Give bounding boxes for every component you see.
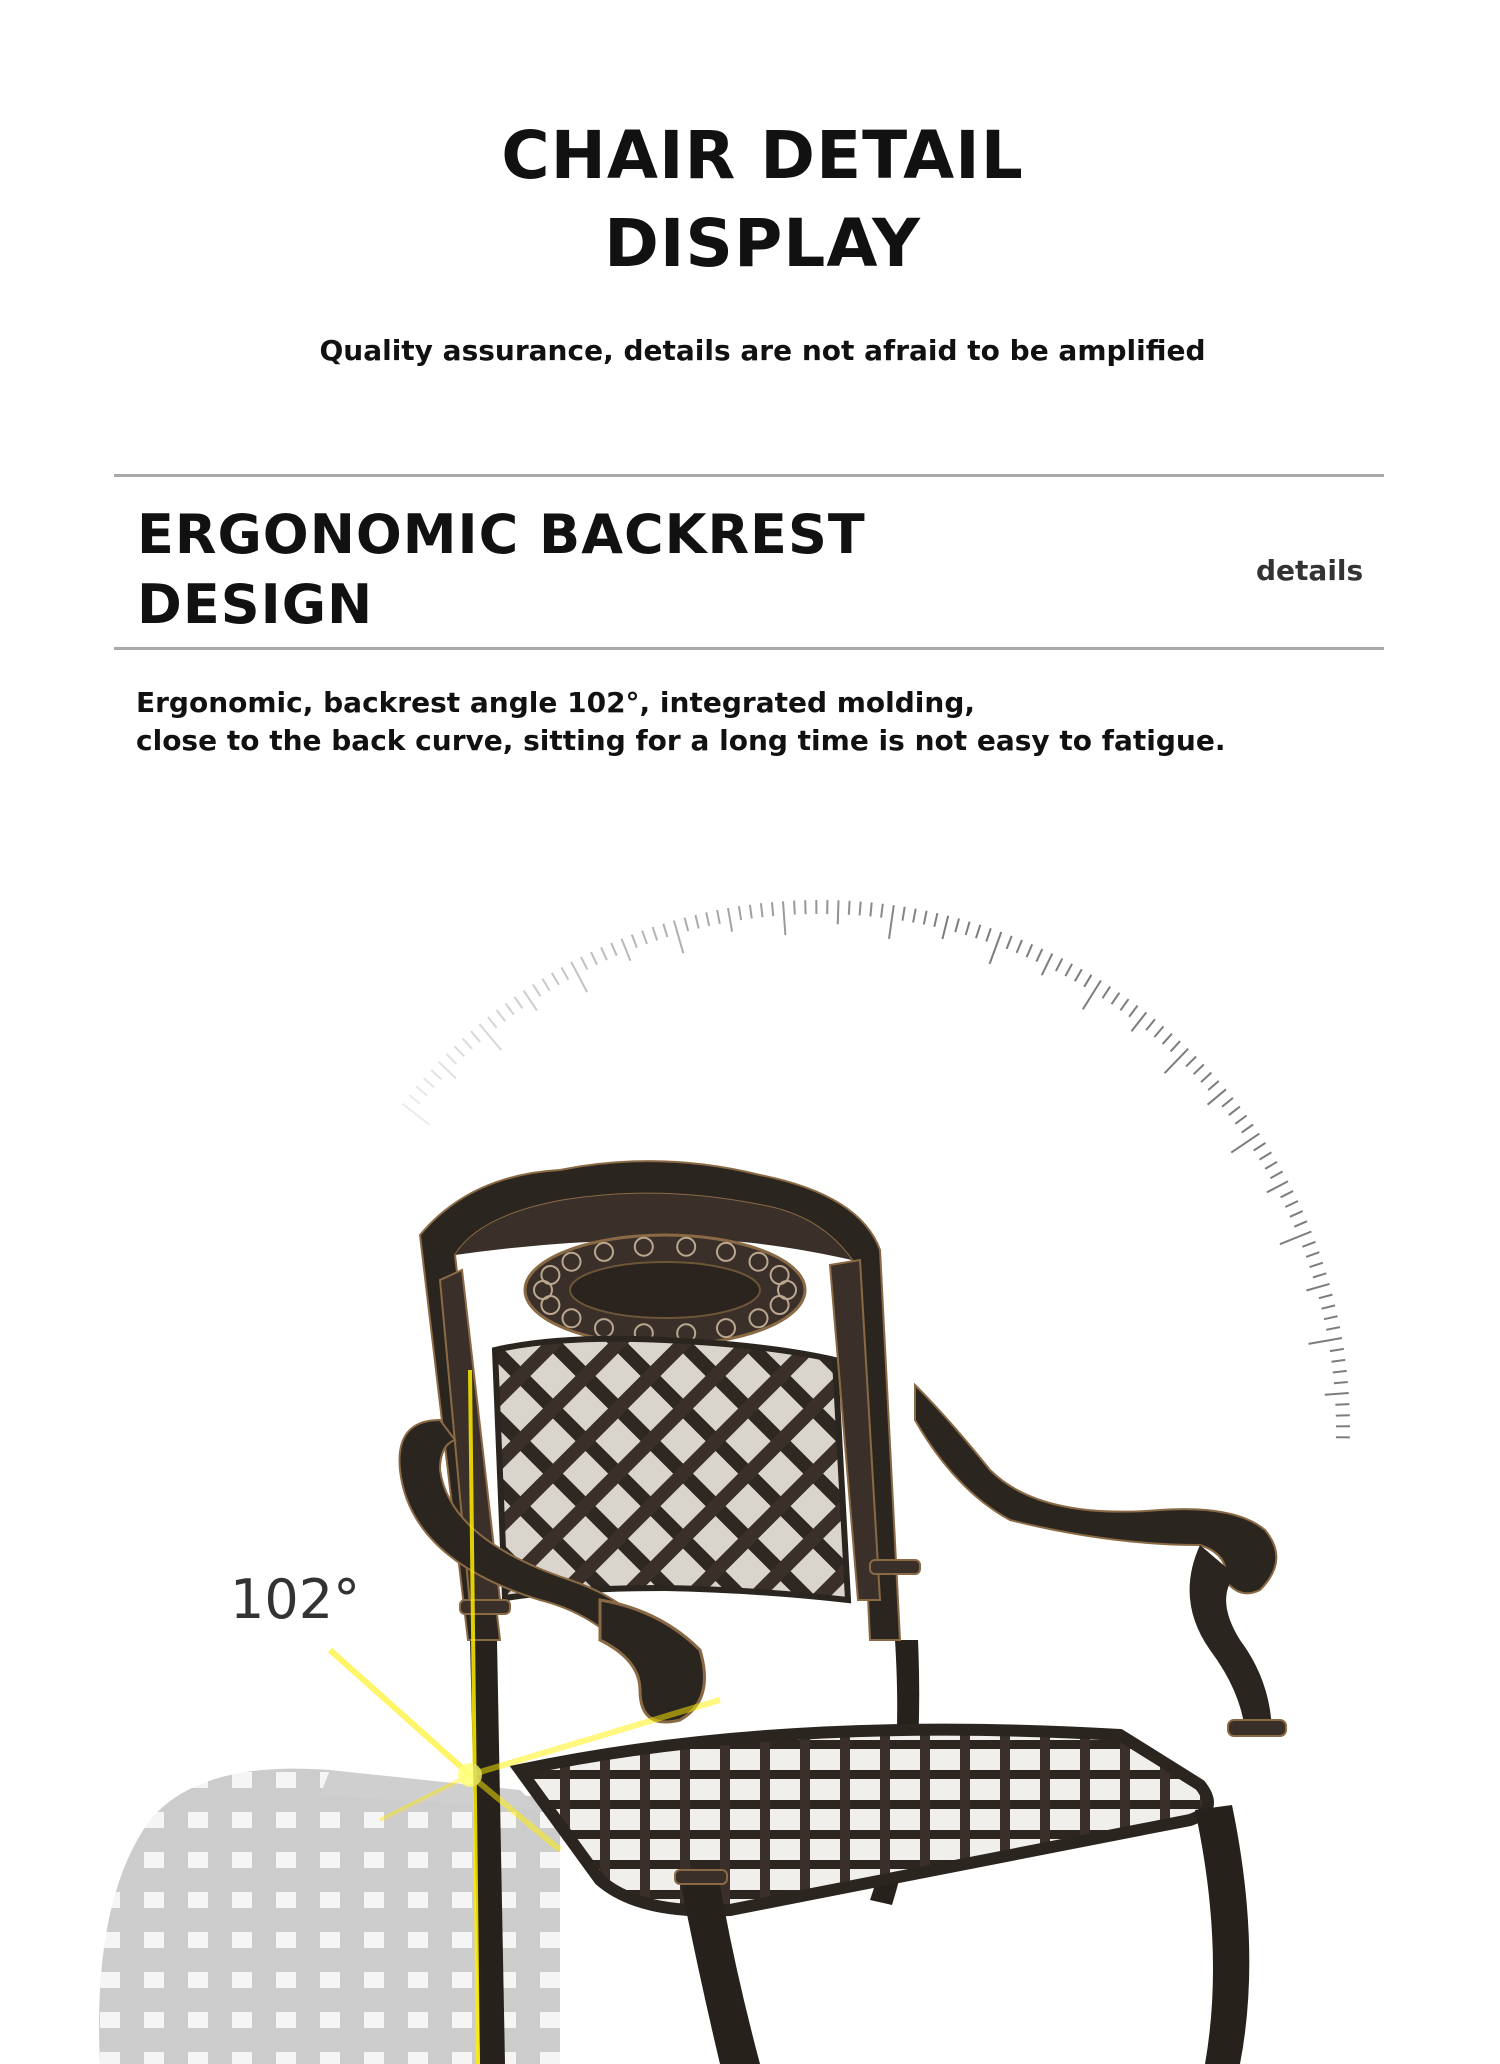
- scale-tick: [1084, 975, 1091, 987]
- scale-tick: [1254, 1143, 1266, 1151]
- scale-tick: [1208, 1089, 1226, 1104]
- scale-tick: [1285, 1201, 1298, 1207]
- scale-tick: [1334, 1382, 1348, 1383]
- scale-tick: [591, 952, 597, 965]
- scale-tick: [794, 901, 795, 915]
- scale-tick: [685, 918, 689, 932]
- chair-illustration: [0, 850, 1500, 2064]
- scale-tick: [717, 910, 720, 924]
- scale-tick: [488, 1017, 497, 1028]
- scale-tick: [431, 1070, 441, 1080]
- scale-tick: [986, 928, 991, 941]
- scale-tick: [402, 1104, 429, 1125]
- scale-tick: [471, 1031, 480, 1042]
- scale-tick: [849, 901, 850, 915]
- scale-tick: [622, 939, 631, 961]
- scale-tick: [1333, 1371, 1347, 1373]
- scale-tick: [515, 997, 523, 1009]
- section-description: [136, 684, 1225, 760]
- page-subtitle: Quality assurance, details are not afraid to be amplified: [319, 334, 1206, 367]
- scale-tick: [1222, 1098, 1233, 1107]
- scale-tick: [1235, 1116, 1246, 1124]
- scale-tick: [750, 905, 752, 919]
- scale-tick: [424, 1078, 434, 1087]
- scale-tick: [1242, 1125, 1254, 1133]
- scale-tick: [955, 919, 959, 933]
- scale-tick: [695, 915, 698, 929]
- scale-tick: [889, 905, 894, 939]
- scale-tick: [1335, 1404, 1349, 1405]
- scale-tick: [1306, 1284, 1329, 1291]
- scale-tick: [416, 1087, 427, 1096]
- scale-tick: [1294, 1221, 1307, 1227]
- scale-tick: [783, 901, 785, 935]
- scale-tick: [1306, 1252, 1319, 1257]
- scale-tick: [942, 916, 948, 939]
- page-title-line-2: DISPLAY: [604, 205, 921, 282]
- scale-tick: [1112, 993, 1120, 1005]
- scale-tick: [1313, 1273, 1326, 1277]
- scale-tick: [479, 1024, 501, 1050]
- scale-tick: [1120, 999, 1128, 1010]
- scale-tick: [1270, 1171, 1282, 1178]
- scale-tick: [1075, 969, 1082, 981]
- scale-tick: [739, 906, 741, 920]
- section-title-line-2: DESIGN: [137, 573, 374, 636]
- scale-tick: [663, 924, 667, 937]
- scale-tick: [439, 1062, 456, 1079]
- scale-tick: [571, 962, 587, 992]
- scale-tick: [1260, 1152, 1272, 1159]
- scale-tick: [1129, 1006, 1137, 1017]
- scale-tick: [976, 925, 980, 938]
- scale-tick: [1330, 1349, 1344, 1351]
- scale-tick: [924, 911, 927, 925]
- scale-tick: [1186, 1057, 1196, 1067]
- page-title: [0, 112, 1500, 288]
- scale-tick: [1229, 1107, 1240, 1116]
- scale-tick: [1171, 1041, 1181, 1051]
- page-title-line-1: CHAIR DETAIL: [501, 117, 1024, 194]
- scale-tick: [860, 902, 861, 916]
- details-tag: details: [1256, 554, 1364, 587]
- scale-tick: [497, 1010, 506, 1021]
- scale-tick: [838, 900, 839, 924]
- scale-tick: [1325, 1393, 1349, 1395]
- description-line-2: close to the back curve, sitting for a long time is not easy to fatigue.: [136, 724, 1226, 757]
- scale-tick: [913, 909, 916, 923]
- scale-tick: [903, 907, 905, 921]
- scale-tick: [1324, 1316, 1338, 1319]
- scale-tick: [542, 979, 549, 991]
- scale-tick: [990, 932, 1002, 964]
- scale-tick: [934, 913, 937, 927]
- scale-tick: [611, 943, 617, 956]
- scale-tick: [1322, 1305, 1336, 1308]
- scale-tick: [1310, 1263, 1323, 1267]
- scale-tick: [1326, 1327, 1340, 1330]
- section-title: [137, 500, 866, 640]
- scale-tick: [1319, 1295, 1333, 1299]
- scale-tick: [706, 912, 709, 926]
- scale-tick: [1194, 1065, 1204, 1075]
- scale-tick: [1267, 1181, 1288, 1192]
- description-line-1: Ergonomic, backrest angle 102°, integrated molding,: [136, 686, 976, 719]
- scale-tick: [674, 921, 683, 954]
- scale-tick: [772, 902, 773, 916]
- scale-tick: [409, 1095, 420, 1104]
- scale-tick: [653, 927, 657, 940]
- scale-tick: [1146, 1019, 1155, 1030]
- scale-tick: [1163, 1034, 1172, 1044]
- scale-tick: [642, 931, 647, 944]
- scale-tick: [632, 935, 637, 948]
- scale-tick: [1056, 959, 1062, 972]
- section-title-line-1: ERGONOMIC BACKREST: [137, 503, 866, 566]
- scale-tick: [1281, 1191, 1294, 1197]
- scale-tick: [1065, 964, 1072, 976]
- scale-tick: [1265, 1162, 1277, 1169]
- scale-tick: [870, 903, 871, 917]
- scale-tick: [1302, 1242, 1315, 1247]
- scale-tick: [1132, 1012, 1147, 1031]
- scale-tick: [1208, 1081, 1219, 1090]
- angle-label: 102°: [230, 1568, 361, 1631]
- scale-tick: [463, 1039, 473, 1049]
- scale-tick: [966, 922, 970, 935]
- scale-tick: [728, 908, 732, 932]
- scale-tick: [581, 957, 587, 970]
- scale-tick: [1036, 949, 1042, 962]
- section-divider-top: [114, 474, 1384, 477]
- scale-tick: [455, 1046, 465, 1056]
- scale-tick: [533, 985, 541, 997]
- scale-tick: [1165, 1049, 1189, 1074]
- scale-tick: [1042, 954, 1053, 976]
- scale-tick: [1103, 987, 1111, 999]
- scale-tick: [1007, 936, 1012, 949]
- scale-tick: [552, 973, 559, 985]
- scale-tick: [1309, 1338, 1342, 1344]
- scale-tick: [881, 904, 883, 918]
- scale-tick: [447, 1054, 457, 1064]
- scale-tick: [1290, 1211, 1303, 1217]
- scale-tick: [1017, 940, 1022, 953]
- scale-tick: [1280, 1232, 1312, 1245]
- scale-tick: [1154, 1026, 1163, 1037]
- scale-tick: [506, 1003, 514, 1014]
- scale-tick: [601, 947, 607, 960]
- section-divider-bottom: [114, 647, 1384, 650]
- scale-tick: [1332, 1360, 1346, 1362]
- scale-tick: [1201, 1073, 1211, 1083]
- scale-tick: [1027, 944, 1033, 957]
- scale-tick: [524, 991, 537, 1011]
- scale-tick: [561, 967, 568, 979]
- scale-tick: [761, 903, 763, 917]
